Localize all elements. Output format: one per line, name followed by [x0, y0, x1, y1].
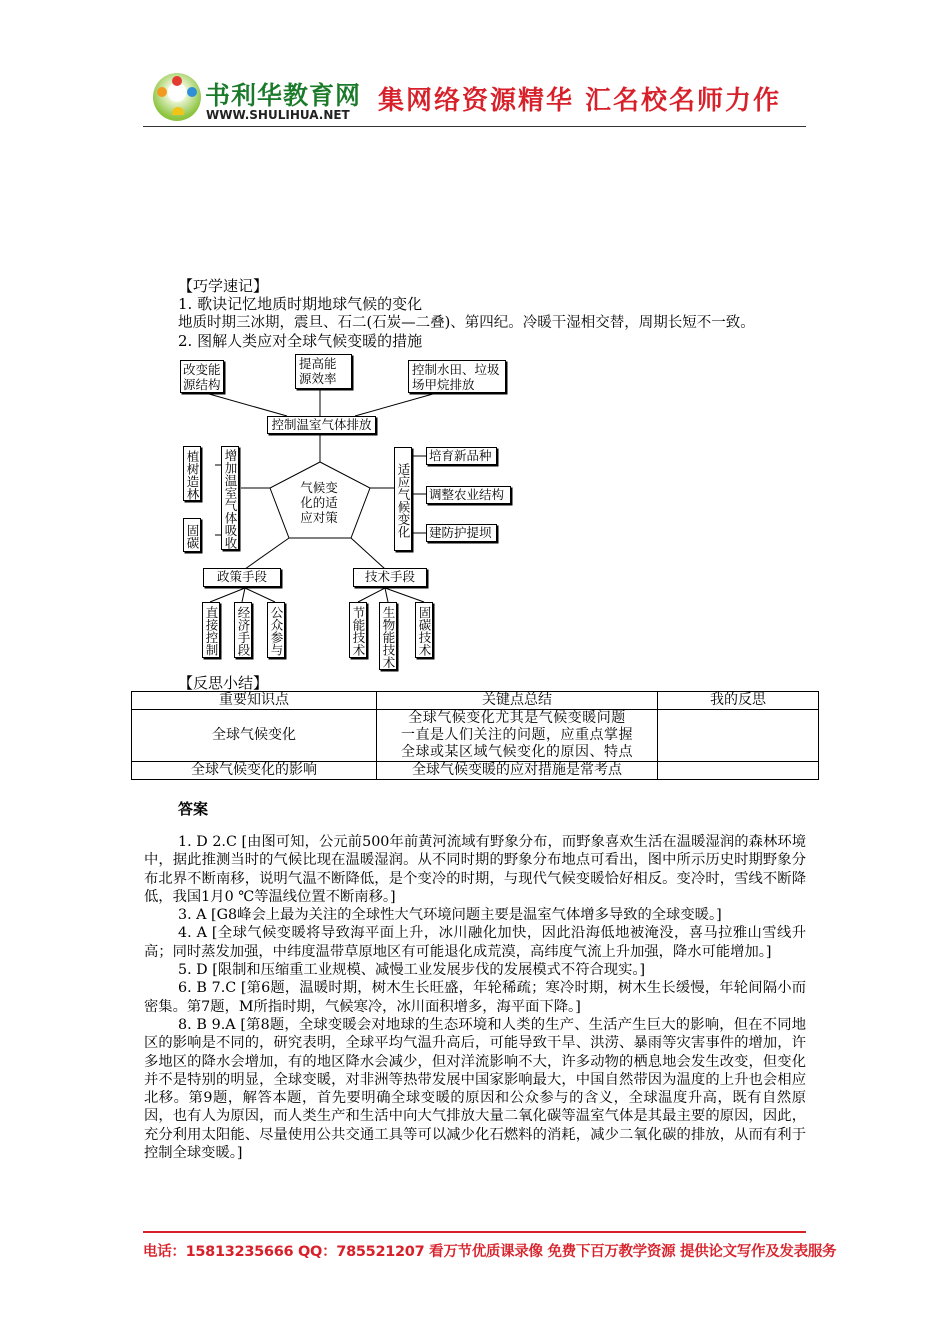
answers-body [144, 833, 806, 1162]
row2-point: 全球气候变化的影响 [132, 762, 377, 780]
box-direct-control: 直接控制 [202, 602, 220, 658]
col-header-summary: 关键点总结 [377, 692, 658, 710]
site-name: 书利华教育网 [205, 81, 362, 110]
box-energy-saving-tech: 节能技术 [349, 602, 367, 658]
section-title-tips: 【巧学速记】 [178, 277, 269, 295]
logo-icon [153, 73, 201, 121]
answer-6-7: 6. B 7.C [第6题，温暖时期，树木生长旺盛，年轮稀疏；寒冷时期，树木生长缓慢，年轮间隔小而密集。第7题，M所指时期，气候寒冷，冰川面积增多，海平面下降。] [144, 980, 806, 1015]
site-url[interactable]: WWW.SHULIHUA.NET [206, 108, 350, 122]
row1-summary-line3: 全球或某区域气候变化的原因、特点 [401, 744, 633, 760]
table-header-row [132, 692, 819, 710]
box-carbon-fix-tech: 固碳技术 [415, 602, 433, 658]
box-change-energy-structure: 改变能源结构 [180, 360, 224, 393]
header-divider [143, 126, 806, 127]
table-row [132, 710, 819, 762]
item2-title: 2. 图解人类应对全球气候变暖的措施 [178, 332, 423, 350]
answer-8-9: 8. B 9.A [第8题，全球变暖会对地球的生态环境和人类的生产、生活产生巨大的影响，但在不同地区的影响是不同的，研究表明，全球平均气温升高后，可能导致干旱、洪涝、暴雨等灾害事件的增加，许多地区的降水会增加，有的地区降水会减少，但对洋流影响不大，许多动物的栖息地会发生改变，但变化并不是特别的明显，全球变暖，对非洲等热带发展中国家影响最大，中国自然带因为温度的上升也会相应北移。第9题，解答本题，首先要明确全球变暖的原因和公众参与的含义，全球温度升高，既有自然原因，也有人为原因，而人类生产和生活中向大气排放大量二氧化碳等温室气体是其最主要的原因，因此，充分利用太阳能、尽量使用公共交通工具等可以减少化石燃料的消耗，减少二氧化碳的排放，从而有利于控制全球变暖。] [144, 1016, 806, 1162]
col-header-point: 重要知识点 [132, 692, 377, 710]
box-raise-energy-efficiency: 提高能源效率 [295, 354, 352, 389]
answer-1-2: 1. D 2.C [由图可知，公元前500年前黄河流域有野象分布，而野象喜欢生活在温暖湿润的森林环境中，据此推测当时的气候比现在温暖湿润。从不同时期的野象分布地点可看出，图中所示历史时期野象分布北界不断南移，说明气温不断降低，是个变冷的时期，与现代气候变暖恰好相反。变冷时，雪线不断降低，我国1月0 ℃等温线位置不断南移。] [144, 834, 806, 905]
box-control-methane: 控制水田、垃圾场甲烷排放 [408, 360, 506, 393]
reflection-table [131, 691, 819, 780]
item1-body: 地质时期三冰期，震旦、石二(石炭—二叠)、第四纪。冷暖干湿相交替，周期长短不一致。 [178, 315, 755, 331]
box-economic-means: 经济手段 [234, 602, 252, 658]
answer-5: 5. D [限制和压缩重工业规模、减慢工业发展步伐的发展模式不符合现实。] [178, 962, 646, 979]
answers-title: 答案 [178, 800, 209, 818]
footer-divider [143, 1231, 806, 1233]
box-carbon-fix: 固碳 [183, 518, 201, 552]
footer-contact: 电话：15813235666 QQ：785521207 看万节优质课录像 免费下百万教学资源 提供论文写作及发表服务 [143, 1244, 837, 1260]
box-adapt-climate: 适应气候变化 [394, 447, 412, 551]
header-slogan: 集网络资源精华 汇名校名师力作 [378, 86, 782, 116]
box-build-dikes: 建防护提坝 [426, 524, 497, 542]
row1-reflection-cell[interactable] [658, 710, 819, 762]
box-plant-trees: 植树造林 [183, 446, 201, 501]
row1-summary-line1: 全球气候变化尤其是气候变暖问题 [408, 710, 626, 726]
box-policy: 政策手段 [203, 568, 281, 587]
section-title-reflection: 【反思小结】 [178, 674, 269, 692]
row2-reflection-cell[interactable] [658, 762, 819, 780]
row2-summary: 全球气候变暖的应对措施是常考点 [377, 762, 658, 780]
item1-title: 1. 歌诀记忆地质时期地球气候的变化 [178, 295, 423, 313]
answer-4: 4. A [全球气候变暖将导致海平面上升，冰川融化加快，因此沿海低地被淹没，喜马拉雅山雪线升高；同时蒸发加强，中纬度温带草原地区有可能退化成荒漠，高纬度气流上升加强，降水可能增加。] [144, 925, 806, 960]
diagram-center: 气候变化的适应对策 [300, 480, 338, 525]
row1-point: 全球气候变化 [132, 710, 377, 762]
box-public-participation: 公众参与 [267, 602, 285, 658]
box-adjust-agriculture: 调整农业结构 [426, 486, 511, 504]
box-bioenergy-tech: 生物能技术 [379, 602, 397, 670]
box-technology: 技术手段 [353, 568, 427, 587]
col-header-reflection: 我的反思 [658, 692, 819, 710]
answer-3: 3. A [G8峰会上最为关注的全球性大气环境问题主要是温室气体增多导致的全球变暖。] [178, 907, 722, 924]
table-row [132, 762, 819, 780]
box-control-greenhouse: 控制温室气体排放 [267, 416, 376, 434]
box-increase-absorption: 增加温室气体吸收 [221, 446, 239, 550]
box-new-varieties: 培育新品种 [426, 447, 497, 465]
row1-summary-line2: 一直是人们关注的问题，应重点掌握 [401, 727, 633, 743]
